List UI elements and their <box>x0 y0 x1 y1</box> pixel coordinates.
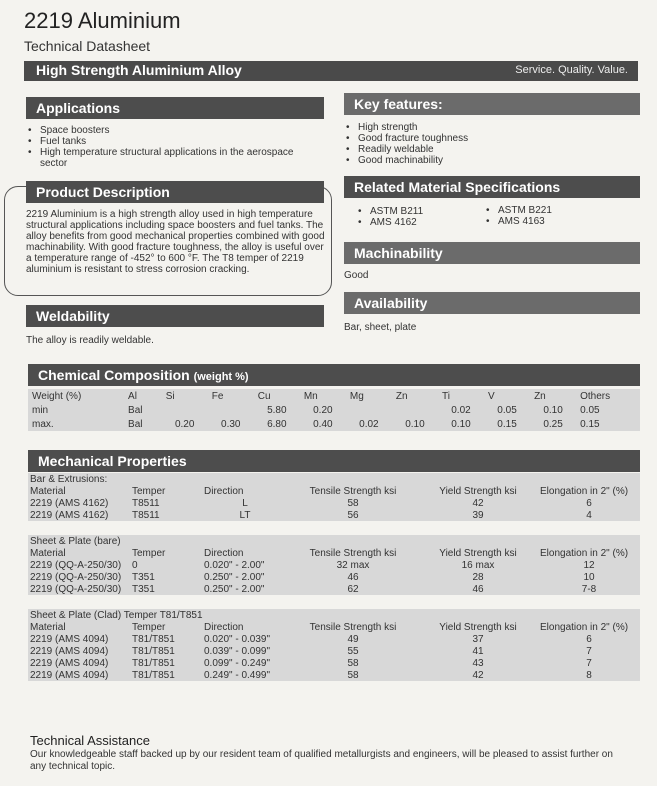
section-title: Bar & Extrusions: <box>30 473 108 485</box>
table-cell: 42 <box>472 497 484 509</box>
list-item: • High strength <box>358 122 638 133</box>
table-cell: 2219 (QQ-A-250/30) <box>30 559 122 571</box>
table-cell: LT <box>239 509 251 521</box>
table-cell: 0.10 <box>405 418 425 430</box>
section-spacer <box>28 521 640 535</box>
weldability-text: The alloy is readily weldable. <box>26 335 154 346</box>
table-cell: 46 <box>472 583 484 595</box>
technical-assistance-heading: Technical Assistance <box>30 733 150 748</box>
table-cell: 5.80 <box>267 404 287 416</box>
table-header-cell: Si <box>165 390 175 402</box>
table-header-cell: Cu <box>257 390 271 402</box>
table-cell: 41 <box>472 645 484 657</box>
table-header-cell: Material <box>30 621 66 633</box>
table-cell: 10 <box>583 571 595 583</box>
table-row <box>28 473 640 485</box>
table-row <box>28 535 640 547</box>
table-cell: 0.039" - 0.099" <box>204 645 271 657</box>
list-item: • ASTM B221 <box>498 205 608 216</box>
table-cell: 0.15 <box>580 418 600 430</box>
table-cell: 2219 (AMS 4094) <box>30 657 109 669</box>
table-cell: 32 max <box>336 559 370 571</box>
table-cell: 6 <box>586 497 592 509</box>
list-item: • Space boosters <box>40 125 300 136</box>
table-header-cell: Elongation in 2" (%) <box>540 485 629 497</box>
section-title: Sheet & Plate (bare) <box>30 535 121 547</box>
table-cell: 2219 (AMS 4094) <box>30 645 109 657</box>
table-cell: T81/T851 <box>132 669 175 681</box>
list-item: • Fuel tanks <box>40 136 300 147</box>
technical-assistance-text: Our knowledgeable staff backed up by our resident team of qualified metallurgists and engineers, will be pleased to assist further on any technical topic. <box>30 749 613 772</box>
table-cell: 0.02 <box>451 404 471 416</box>
table-header-cell: Yield Strength ksi <box>439 621 517 633</box>
table-cell: 7 <box>586 645 592 657</box>
product-description-heading: Product Description <box>26 181 324 203</box>
table-cell: T8511 <box>132 509 160 521</box>
table-cell: 0.10 <box>451 418 471 430</box>
table-header-cell: Direction <box>204 547 244 559</box>
table-row <box>28 609 640 621</box>
machinability-heading: Machinability <box>344 242 640 264</box>
page-title: 2219 Aluminium <box>24 8 181 33</box>
table-cell: 6 <box>586 633 592 645</box>
table-header-cell: Zn <box>395 390 408 402</box>
table-cell: 0.250" - 2.00" <box>204 571 265 583</box>
table-cell: 56 <box>347 509 359 521</box>
table-cell: 0.249" - 0.499" <box>204 669 271 681</box>
table-cell: 4 <box>586 509 592 521</box>
table-header-cell: Elongation in 2" (%) <box>540 621 629 633</box>
applications-list <box>26 125 300 169</box>
table-cell: 7 <box>586 657 592 669</box>
table-header-cell: V <box>488 390 495 402</box>
table-cell: 0.250" - 2.00" <box>204 583 265 595</box>
mechanical-table <box>28 473 640 681</box>
table-cell: L <box>242 497 248 509</box>
table-cell: 0.25 <box>543 418 563 430</box>
key-features-heading: Key features: <box>344 93 640 115</box>
table-cell: 0.02 <box>359 418 379 430</box>
table-cell: 12 <box>583 559 595 571</box>
table-header-cell: Ti <box>441 390 450 402</box>
table-cell: 2219 (QQ-A-250/30) <box>30 571 122 583</box>
table-row <box>28 403 640 417</box>
related-specs-col2 <box>484 205 608 227</box>
machinability-text: Good <box>344 270 369 281</box>
title-banner <box>24 61 638 81</box>
table-header-cell: Temper <box>132 547 166 559</box>
list-item: • Good fracture toughness <box>358 133 638 144</box>
table-cell: 7-8 <box>581 583 597 595</box>
table-header-cell: Others <box>580 390 611 402</box>
table-header-cell: Fe <box>211 390 224 402</box>
table-row <box>28 547 640 559</box>
table-row <box>28 417 640 431</box>
table-cell: 0.30 <box>221 418 241 430</box>
table-row <box>28 571 640 583</box>
table-cell: T81/T851 <box>132 633 175 645</box>
table-cell: 2219 (AMS 4162) <box>30 509 109 521</box>
page-subtitle: Technical Datasheet <box>24 38 151 54</box>
list-item: • AMS 4163 <box>498 216 608 227</box>
table-cell: 0 <box>132 559 138 571</box>
table-header-cell: Weight (%) <box>32 390 82 402</box>
key-features-list <box>344 122 638 166</box>
list-item: • ASTM B211 <box>370 206 480 217</box>
table-cell: 0.20 <box>174 418 195 430</box>
table-cell <box>208 403 254 417</box>
table-cell: min <box>32 404 49 416</box>
table-row <box>28 389 640 403</box>
table-cell: 0.40 <box>313 418 333 430</box>
table-header-cell: Yield Strength ksi <box>439 547 517 559</box>
table-cell: 2219 (AMS 4094) <box>30 633 109 645</box>
chemical-table <box>28 389 640 431</box>
table-cell: 49 <box>347 633 359 645</box>
table-cell: 28 <box>472 571 484 583</box>
table-cell: 0.20 <box>313 404 333 416</box>
table-cell: 0.020" - 2.00" <box>204 559 265 571</box>
table-cell <box>346 403 392 417</box>
banner-right-text: Service. Quality. Value. <box>515 64 628 76</box>
table-cell: 0.099" - 0.249" <box>204 657 271 669</box>
list-item: • AMS 4162 <box>370 217 480 228</box>
table-cell: 0.020" - 0.039" <box>204 633 271 645</box>
mechanical-heading: Mechanical Properties <box>28 450 640 472</box>
table-header-cell: Direction <box>204 621 244 633</box>
table-row <box>28 559 640 571</box>
table-row <box>28 485 640 497</box>
related-specs-heading: Related Material Specifications <box>344 176 640 198</box>
chemical-heading <box>28 364 640 386</box>
table-cell: 0.05 <box>497 404 517 416</box>
table-cell: Bal <box>128 418 143 430</box>
table-row <box>28 497 640 509</box>
list-item: • Good machinability <box>358 155 638 166</box>
related-specs-col1 <box>356 206 480 228</box>
table-header-cell: Material <box>30 485 66 497</box>
chemical-heading-title: Chemical Composition <box>38 367 190 383</box>
table-cell <box>392 403 438 417</box>
table-header-cell: Tensile Strength ksi <box>309 621 397 633</box>
mechanical-section-bare <box>28 535 640 609</box>
table-cell: 0.10 <box>543 404 563 416</box>
availability-heading: Availability <box>344 292 640 314</box>
table-cell: 0.15 <box>497 418 517 430</box>
table-cell: 58 <box>347 657 359 669</box>
table-cell: T81/T851 <box>132 645 175 657</box>
table-header-cell: Tensile Strength ksi <box>309 547 397 559</box>
table-header-cell: Al <box>128 390 137 402</box>
table-cell: 58 <box>347 497 359 509</box>
table-header-cell: Tensile Strength ksi <box>309 485 397 497</box>
table-cell: 16 max <box>461 559 495 571</box>
mechanical-section-bar <box>28 473 640 535</box>
chemical-heading-suffix: (weight %) <box>193 371 249 383</box>
mechanical-section-clad <box>28 609 640 681</box>
table-row <box>28 645 640 657</box>
table-cell: 2219 (QQ-A-250/30) <box>30 583 122 595</box>
table-header-cell: Elongation in 2" (%) <box>540 547 629 559</box>
table-cell: 2219 (AMS 4094) <box>30 669 109 681</box>
table-cell: 55 <box>347 645 359 657</box>
table-cell: 43 <box>472 657 484 669</box>
table-header-cell: Temper <box>132 621 166 633</box>
table-cell: 6.80 <box>267 418 287 430</box>
table-cell: 42 <box>472 669 484 681</box>
table-header-cell: Zn <box>534 390 546 402</box>
table-header-cell: Mn <box>303 390 318 402</box>
table-cell: max. <box>32 418 54 430</box>
table-row <box>28 583 640 595</box>
list-item: • High temperature structural applications in the aerospace sector <box>40 147 300 169</box>
banner-left-text: High Strength Aluminium Alloy <box>36 62 242 78</box>
table-row <box>28 509 640 521</box>
table-header-cell: Direction <box>204 485 244 497</box>
table-header-cell: Material <box>30 547 66 559</box>
table-row <box>28 669 640 681</box>
table-header-cell: Yield Strength ksi <box>439 485 517 497</box>
table-cell: 62 <box>347 583 359 595</box>
applications-heading: Applications <box>26 97 324 119</box>
table-cell: 0.05 <box>580 404 600 416</box>
table-cell: Bal <box>128 404 143 416</box>
table-cell: T8511 <box>132 497 160 509</box>
table-cell: T351 <box>132 571 155 583</box>
table-header-cell: Temper <box>132 485 166 497</box>
table-cell: 2219 (AMS 4162) <box>30 497 109 509</box>
table-row <box>28 621 640 633</box>
table-cell: T351 <box>132 583 155 595</box>
product-description-text: 2219 Aluminium is a high strength alloy used in high temperature structural applications including space boosters and fuel tanks. The alloy benefits from good mechanical properties combined with good machinability. With good fracture toughness, the alloy is useful over a temperature range of -452° to 600 °F. The T8 temper of 2219 aluminium is resistant to stress corrosion cracking. <box>26 209 325 275</box>
table-cell: 39 <box>472 509 484 521</box>
section-spacer <box>28 595 640 609</box>
table-cell: 46 <box>347 571 359 583</box>
table-row <box>28 657 640 669</box>
table-cell: T81/T851 <box>132 657 175 669</box>
list-item: • Readily weldable <box>358 144 638 155</box>
table-cell: 37 <box>472 633 484 645</box>
availability-text: Bar, sheet, plate <box>344 322 417 333</box>
table-header-cell: Mg <box>349 390 364 402</box>
table-cell <box>162 403 208 417</box>
table-row <box>28 633 640 645</box>
weldability-heading: Weldability <box>26 305 324 327</box>
table-cell: 8 <box>586 669 592 681</box>
table-cell: 58 <box>347 669 359 681</box>
section-title: Sheet & Plate (Clad) Temper T81/T851 <box>30 609 203 621</box>
